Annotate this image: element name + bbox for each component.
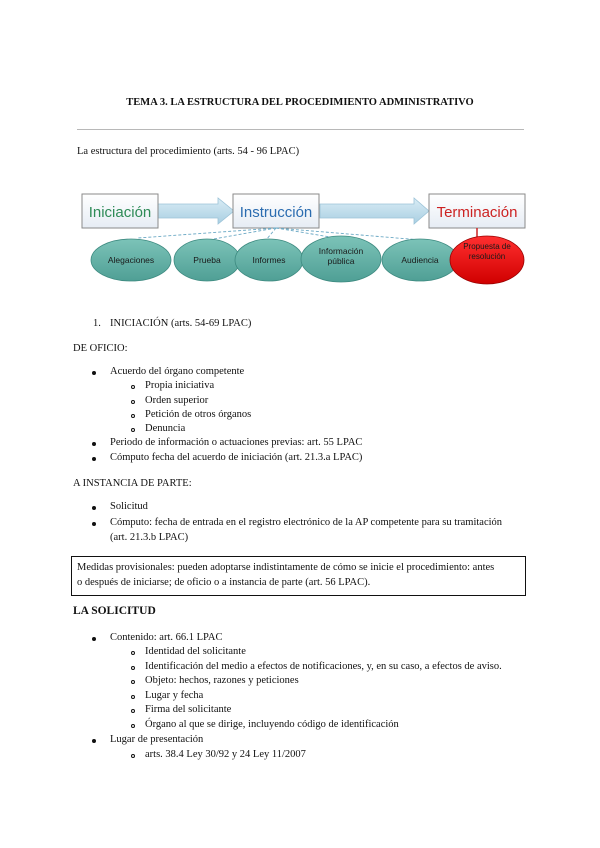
- bullet-icon: [92, 457, 96, 461]
- list-item-continuation: (art. 21.3.b LPAC): [110, 532, 189, 543]
- circle-bullet-icon: [131, 651, 135, 655]
- list-subitem: Petición de otros órganos: [145, 409, 252, 420]
- list-subitem: Lugar y fecha: [145, 690, 204, 701]
- stage-label-iniciacion: Iniciación: [88, 204, 152, 221]
- circle-bullet-icon: [131, 666, 135, 670]
- procedure-structure-diagram: [76, 180, 526, 290]
- note-line: Medidas provisionales: pueden adoptarse indistintamente de cómo se inicie el procedimiento: antes: [77, 562, 495, 573]
- bullet-icon: [92, 637, 96, 641]
- step-label-alegaciones: Alegaciones: [107, 255, 155, 265]
- stage-label-terminacion: Terminación: [436, 204, 518, 221]
- list-subitem: Órgano al que se dirige, incluyendo código de identificación: [145, 719, 399, 730]
- circle-bullet-icon: [131, 385, 135, 389]
- list-subitem: Identidad del solicitante: [145, 646, 246, 657]
- de-oficio-heading: DE OFICIO:: [73, 343, 128, 354]
- step-label-informes: Informes: [252, 255, 286, 265]
- instruction-connectors: [138, 228, 421, 240]
- list-item: Contenido: art. 66.1 LPAC: [110, 632, 223, 643]
- section-heading-iniciacion: INICIACIÓN (arts. 54-69 LPAC): [110, 318, 252, 329]
- list-item: Periodo de información o actuaciones previas: art. 55 LPAC: [110, 437, 363, 448]
- stage-label-instruccion: Instrucción: [239, 204, 313, 221]
- circle-bullet-icon: [131, 400, 135, 404]
- section-number: 1.: [93, 318, 101, 329]
- list-item: Cómputo fecha del acuerdo de iniciación (art. 21.3.a LPAC): [110, 452, 363, 463]
- list-subitem: arts. 38.4 Ley 30/92 y 24 Ley 11/2007: [145, 749, 306, 760]
- step-label-audiencia: Audiencia: [401, 255, 439, 265]
- list-subitem: Objeto: hechos, razones y peticiones: [145, 675, 299, 686]
- step-label-prueba: Prueba: [193, 255, 221, 265]
- document-title: TEMA 3. LA ESTRUCTURA DEL PROCEDIMIENTO ADMINISTRATIVO: [126, 97, 474, 108]
- solicitud-heading: LA SOLICITUD: [73, 605, 156, 617]
- intro-text: La estructura del procedimiento (arts. 54 - 96 LPAC): [77, 146, 300, 157]
- step-label-informacion-publica-wrap: [306, 246, 376, 274]
- circle-bullet-icon: [131, 754, 135, 758]
- bullet-icon: [92, 371, 96, 375]
- arrow-middle-to-end: [320, 198, 429, 224]
- bullet-icon: [92, 739, 96, 743]
- list-item: Solicitud: [110, 501, 148, 512]
- circle-bullet-icon: [131, 709, 135, 713]
- circle-bullet-icon: [131, 428, 135, 432]
- arrow-start-to-middle: [158, 198, 234, 224]
- bullet-icon: [92, 506, 96, 510]
- bullet-icon: [92, 522, 96, 526]
- list-subitem: Orden superior: [145, 395, 209, 406]
- instancia-heading: A INSTANCIA DE PARTE:: [73, 478, 192, 489]
- list-item: Lugar de presentación: [110, 734, 204, 745]
- list-item: Acuerdo del órgano competente: [110, 366, 245, 377]
- step-label-informacion-publica: Información pública: [318, 246, 364, 266]
- list-subitem: Propia iniciativa: [145, 380, 215, 391]
- circle-bullet-icon: [131, 414, 135, 418]
- note-line: o después de iniciarse; de oficio o a instancia de parte (art. 56 LPAC).: [77, 577, 371, 588]
- list-subitem: Firma del solicitante: [145, 704, 232, 715]
- list-item: Cómputo: fecha de entrada en el registro electrónico de la AP competente para su tramitación: [110, 517, 503, 528]
- circle-bullet-icon: [131, 695, 135, 699]
- circle-bullet-icon: [131, 680, 135, 684]
- circle-bullet-icon: [131, 724, 135, 728]
- list-subitem: Denuncia: [145, 423, 186, 434]
- horizontal-rule: [77, 129, 524, 130]
- bullet-icon: [92, 442, 96, 446]
- list-subitem: Identificación del medio a efectos de notificaciones, y, en su caso, a efectos de aviso.: [145, 661, 502, 672]
- step-label-propuesta-wrap: [460, 242, 514, 278]
- step-label-propuesta-resolucion: Propuesta de resolución: [463, 242, 511, 261]
